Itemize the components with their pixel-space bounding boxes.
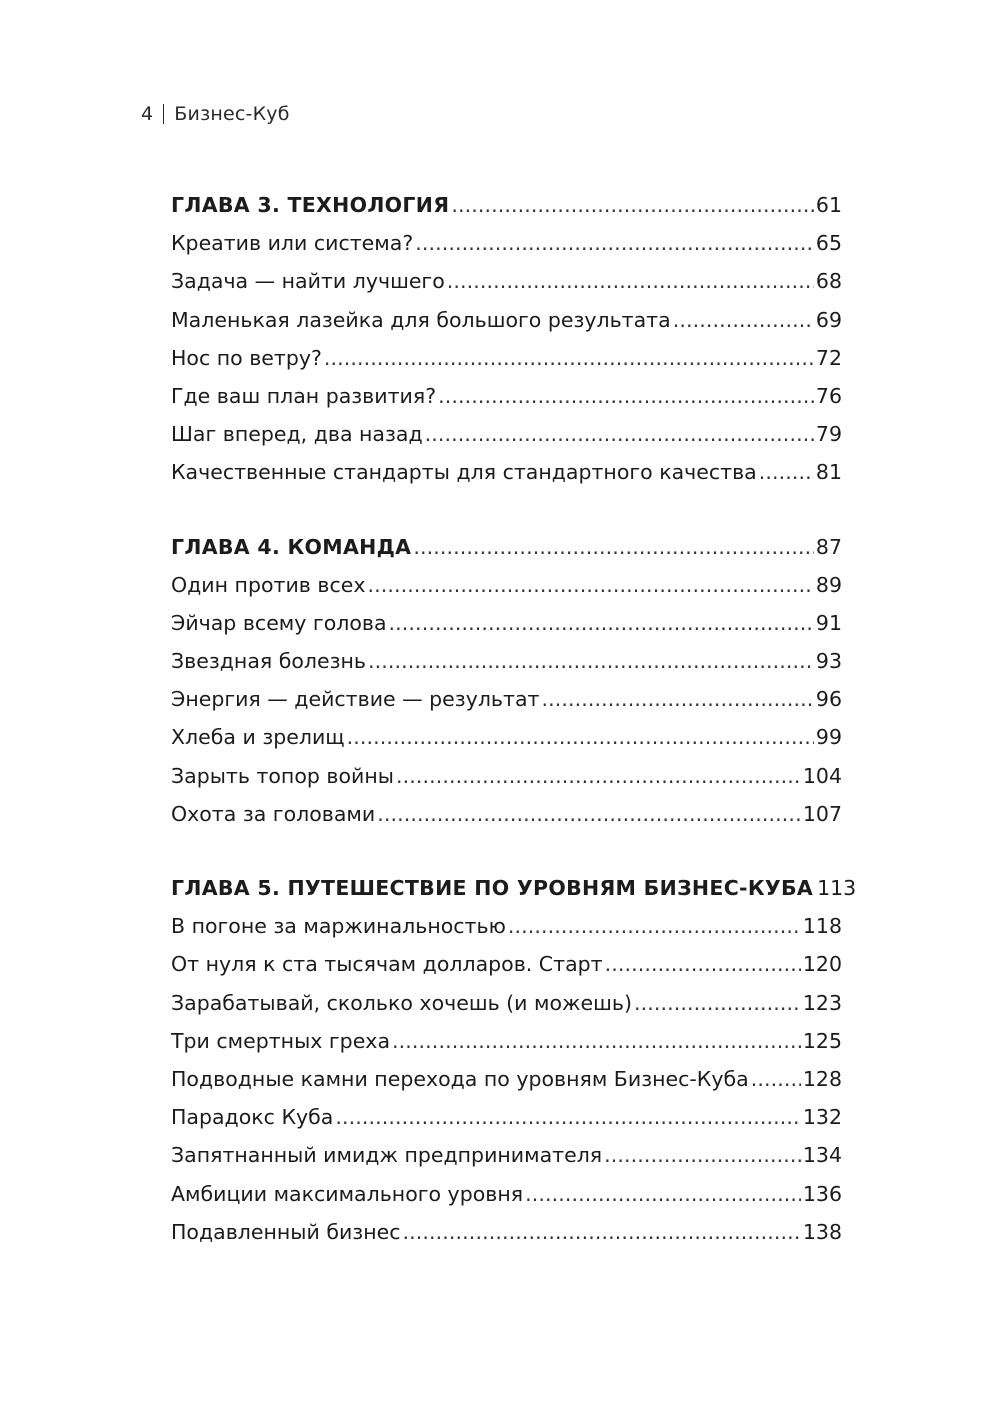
page-ref: 61	[815, 193, 842, 217]
page-ref: 123	[802, 990, 842, 1015]
page-ref: 99	[815, 725, 842, 750]
toc-entry	[171, 907, 842, 945]
dot-leader	[525, 1175, 801, 1213]
dot-leader	[402, 1213, 800, 1251]
dot-leader	[438, 377, 814, 415]
page-ref: 136	[802, 1181, 842, 1206]
toc-entry	[171, 945, 842, 983]
toc-entry	[171, 984, 842, 1022]
dot-leader	[451, 186, 814, 224]
toc-entry	[171, 1098, 842, 1136]
dot-leader	[396, 757, 801, 795]
page-ref: 125	[802, 1028, 842, 1053]
entry-title: От нуля к ста тысячам долларов. Старт	[171, 952, 603, 977]
page-number: 4	[141, 103, 154, 125]
dot-leader	[751, 1060, 801, 1098]
page-ref: 72	[815, 345, 842, 370]
toc-entry	[171, 453, 842, 491]
dot-leader	[392, 1022, 801, 1060]
entry-title: Креатив или система?	[171, 231, 414, 256]
toc-entry	[171, 680, 842, 718]
entry-title: Звездная болезнь	[171, 649, 367, 674]
toc-entry	[171, 1060, 842, 1098]
dot-leader	[447, 262, 814, 300]
dot-leader	[425, 415, 814, 453]
toc-entry	[171, 1022, 842, 1060]
page-ref: 79	[815, 422, 842, 447]
entry-title: Маленькая лазейка для большого результата	[171, 307, 671, 332]
page-ref: 138	[802, 1219, 842, 1244]
toc-entry	[171, 566, 842, 604]
dot-leader	[389, 604, 814, 642]
toc-entry	[171, 642, 842, 680]
entry-title: Один против всех	[171, 572, 366, 597]
toc-entry	[171, 795, 842, 833]
toc-entry	[171, 224, 842, 262]
page-ref: 76	[815, 383, 842, 408]
entry-title: Энергия — действие — результат	[171, 687, 540, 712]
entry-title: Эйчар всему голова	[171, 610, 387, 635]
entry-title: В погоне за маржинальностью	[171, 914, 506, 939]
page-ref: 68	[815, 269, 842, 294]
dot-leader	[541, 680, 813, 718]
chapter-5	[171, 869, 857, 1251]
entry-title: Шаг вперед, два назад	[171, 422, 423, 447]
chapter-heading	[171, 869, 857, 907]
chapter-4	[171, 528, 842, 834]
entry-title: Подводные камни перехода по уровням Бизнес-Куба	[171, 1066, 749, 1091]
table-of-contents	[171, 186, 857, 1287]
page-ref: 118	[802, 914, 842, 939]
toc-entry	[171, 377, 842, 415]
entry-title: Зарыть топор войны	[171, 763, 394, 788]
entry-title: Качественные стандарты для стандартного качества	[171, 460, 757, 485]
page-ref: 96	[815, 687, 842, 712]
dot-leader	[347, 718, 814, 756]
dot-leader	[368, 642, 814, 680]
entry-title: Три смертных греха	[171, 1028, 391, 1053]
toc-entry	[171, 604, 842, 642]
toc-entry	[171, 1136, 842, 1174]
book-title: Бизнес-Куб	[174, 103, 290, 125]
dot-leader	[324, 339, 814, 377]
entry-title: Где ваш план развития?	[171, 383, 437, 408]
page-ref: 93	[815, 649, 842, 674]
dot-leader	[367, 566, 813, 604]
toc-entry	[171, 1175, 842, 1213]
page-ref: 107	[802, 801, 842, 826]
page-ref: 91	[815, 610, 842, 635]
toc-entry	[171, 339, 842, 377]
entry-title: Задача — найти лучшего	[171, 269, 445, 294]
entry-title: Запятнанный имидж предпринимателя	[171, 1143, 603, 1168]
dot-leader	[508, 907, 801, 945]
entry-title: Парадокс Куба	[171, 1105, 334, 1130]
page-ref: 120	[802, 952, 842, 977]
dot-leader	[413, 528, 814, 566]
entry-title: Хлеба и зрелищ	[171, 725, 345, 750]
chapter-title: ГЛАВА 3. ТЕХНОЛОГИЯ	[171, 193, 450, 217]
page-ref: 87	[815, 534, 842, 559]
dot-leader	[605, 945, 801, 983]
toc-entry	[171, 718, 842, 756]
toc-entry	[171, 415, 842, 453]
toc-entry	[171, 262, 842, 300]
page-ref: 89	[815, 572, 842, 597]
chapter-title: ГЛАВА 4. КОМАНДА	[171, 534, 412, 559]
toc-entry	[171, 1213, 842, 1251]
chapter-heading	[171, 528, 842, 566]
page-ref: 113	[817, 876, 857, 900]
chapter-title: ГЛАВА 5. ПУТЕШЕСТВИЕ ПО УРОВНЯМ БИЗНЕС-КУБА	[171, 876, 814, 900]
page-ref: 128	[802, 1066, 842, 1091]
dot-leader	[604, 1136, 801, 1174]
chapter-3	[171, 186, 842, 492]
page-ref: 132	[802, 1105, 842, 1130]
page-ref: 65	[815, 231, 842, 256]
page-ref: 134	[802, 1143, 842, 1168]
entry-title: Нос по ветру?	[171, 345, 322, 370]
entry-title: Подавленный бизнес	[171, 1219, 401, 1244]
running-head	[141, 103, 290, 125]
dot-leader	[377, 795, 801, 833]
dot-leader	[634, 984, 801, 1022]
dot-leader	[759, 453, 814, 491]
entry-title: Зарабатывай, сколько хочешь (и можешь)	[171, 990, 632, 1015]
dot-leader	[335, 1098, 801, 1136]
page-ref: 81	[815, 460, 842, 485]
page-ref: 104	[802, 763, 842, 788]
entry-title: Амбиции максимального уровня	[171, 1181, 524, 1206]
chapter-heading	[171, 186, 842, 224]
dot-leader	[673, 301, 814, 339]
toc-entry	[171, 301, 842, 339]
page-ref: 69	[815, 307, 842, 332]
dot-leader	[415, 224, 814, 262]
toc-entry	[171, 757, 842, 795]
running-head-divider	[163, 104, 164, 124]
entry-title: Охота за головами	[171, 801, 376, 826]
